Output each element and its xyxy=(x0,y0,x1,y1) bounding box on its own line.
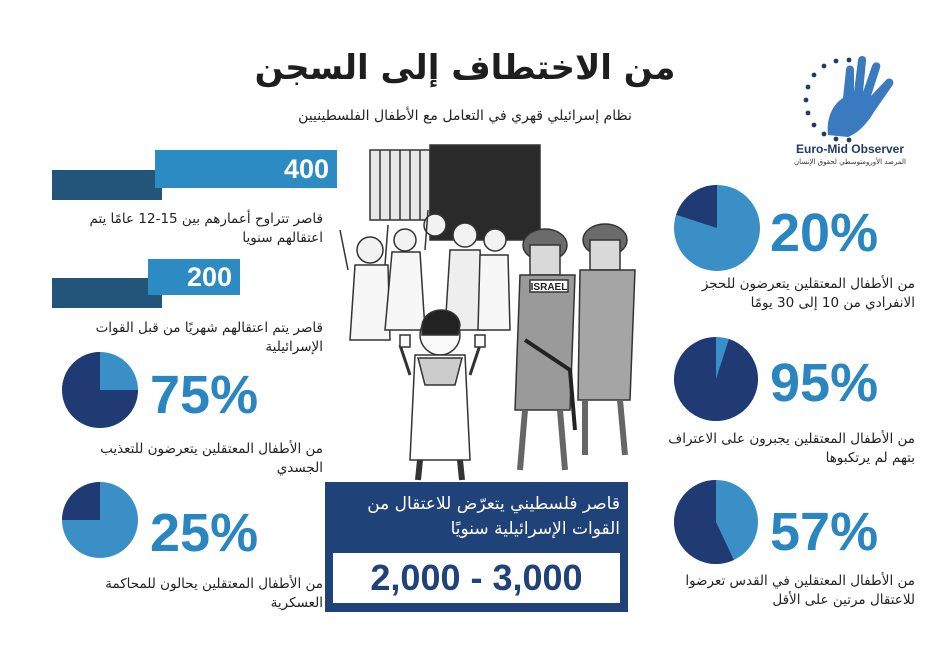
stat-25-text: من الأطفال المعتقلين يحالون للمحاكمة العسكرية xyxy=(105,576,323,611)
stat-57-text: من الأطفال المعتقلين في القدس تعرضوا للاعتقال مرتين على الأقل xyxy=(685,573,915,608)
bar-stripe xyxy=(52,278,162,308)
stat-200-text: قاصر يتم اعتقالهم شهريًا من قبل القوات الإسرائيلية xyxy=(95,320,323,355)
page-subtitle: نظام إسرائيلي قهري في التعامل مع الأطفال الفلسطينيين xyxy=(298,108,632,124)
stat-57-value: 57% xyxy=(770,502,879,562)
stat-25-value: 25% xyxy=(150,503,259,563)
pie-chart-57 xyxy=(672,478,760,566)
logo-subtitle: المرصد الأورومتوسطي لحقوق الإنسان xyxy=(794,158,906,166)
stat-400-label: 400 xyxy=(155,150,337,188)
stat-20-text: من الأطفال المعتقلين يتعرضون للحجز الانفرادي من 10 إلى 30 يومًا xyxy=(701,276,915,311)
pie-slice xyxy=(62,482,100,520)
stat-95-value: 95% xyxy=(770,353,879,413)
helmet-text: ISRAEL xyxy=(530,282,568,293)
stat-200-label: 200 xyxy=(148,259,240,295)
pie-chart-75 xyxy=(60,350,140,430)
stat-95-text: من الأطفال المعتقلين يجبرون على الاعتراف بتهم لم يرتكبوها xyxy=(668,431,915,466)
page-title: من الاختطاف إلى السجن xyxy=(254,48,676,88)
stat-20-value: 20% xyxy=(770,203,879,263)
hand-stars-icon xyxy=(788,40,908,155)
stat-75-text: من الأطفال المعتقلين يتعرضون للتعذيب الجسدي xyxy=(100,441,323,476)
bar-stripe xyxy=(52,170,162,200)
logo-name: Euro-Mid Observer xyxy=(795,142,905,156)
center-number: 2,000 - 3,000 xyxy=(370,557,583,598)
center-text: قاصر فلسطيني يتعرّض للاعتقال من القوات الإسرائيلية سنويًا xyxy=(367,494,620,539)
pie-chart-25 xyxy=(60,480,140,560)
arrest-illustration xyxy=(330,140,690,485)
stat-400-text: قاصر تتراوح أعمارهم بين 15-12 عامًا يتم اعتقالهم سنويا xyxy=(89,211,323,246)
stat-75-value: 75% xyxy=(150,365,259,425)
